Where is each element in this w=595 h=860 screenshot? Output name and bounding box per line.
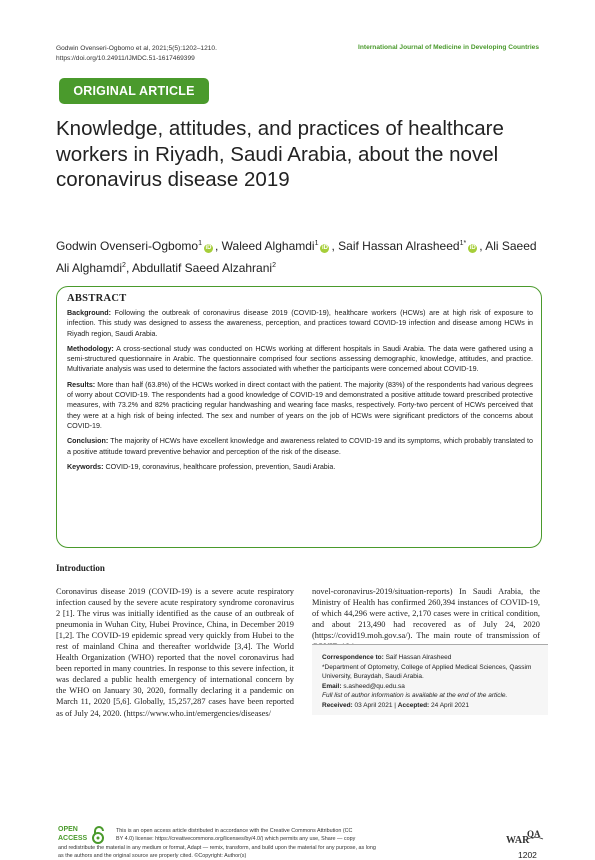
received-label: Received:	[322, 701, 353, 709]
article-type-badge: ORIGINAL ARTICLE	[59, 78, 209, 104]
license-line: BY 4.0) license: https://creativecommons.org/licenses/by/4.0/) which permits any use, Share — copy	[116, 836, 356, 843]
date-separator: |	[392, 701, 398, 709]
abstract-conclusion	[67, 436, 533, 457]
article-title: Knowledge, attitudes, and practices of healthcare workers in Riyadh, Saudi Arabia, about the novel coronavirus disease 2019	[56, 117, 504, 191]
affiliation-marker: 1	[198, 240, 202, 247]
correspondence-box	[312, 644, 548, 715]
section-text: Following the outbreak of coronavirus disease 2019 (COVID-19), healthcare workers (HCWs) are at high risk of exposure to infection. This study was designed to assess the awareness, perception, and practices toward COVID-19 infection and disease among HCWs in Riyadh region, Saudi Arabia.	[67, 309, 533, 338]
section-label: Background:	[67, 309, 112, 317]
abstract-heading: ABSTRACT	[67, 293, 127, 304]
affiliation-marker: 1	[314, 240, 319, 247]
logo-war-text: WAR	[506, 835, 530, 846]
dates-line	[322, 701, 542, 711]
warqa-logo	[506, 826, 544, 848]
section-text: A cross-sectional study was conducted on HCWs working at different hospitals in Saudi Arabia. The data were gathered using a semi-structured questionnaire in Arabic. The questionnaire comprised four sections assessing demographic, knowledge, attitudes, and practice. Multivariate analysis was used to determine the factors associated with whether the participants were concerned about COVID-19.	[67, 344, 533, 374]
author-name: , Waleed Alghamdi	[214, 239, 315, 253]
section-text: The majority of HCWs have excellent knowledge and awareness related to COVID-19 and its symptoms, which probably translated to a positive attitude toward preventive behavior and perception of the risk of the disease.	[67, 437, 533, 456]
email-line	[322, 682, 542, 692]
received-date: 03 April 2021	[352, 701, 393, 709]
section-label: Methodology:	[67, 344, 114, 353]
abstract-results	[67, 380, 533, 431]
journal-name: International Journal of Medicine in Developing Countries	[358, 44, 539, 51]
open-access-line2: ACCESS	[58, 834, 88, 842]
affiliation-marker: 1*	[459, 240, 467, 247]
accepted-date: 24 April 2021	[429, 701, 469, 709]
abstract-methodology	[67, 344, 533, 375]
body-column-right: novel-coronavirus-2019/situation-reports) In Saudi Arabia, the Ministry of Health has confirmed 260,394 instances of COVID-19, of which 44,296 were active, 2,170 cases were in critical condition, and about 213,490 had recovered as of July 24, 2020 (https://covid19.moh.gov.sa/). The main route of transmission of	[312, 587, 540, 641]
open-access-line1: OPEN	[58, 826, 78, 833]
section-label: Keywords:	[67, 462, 104, 471]
running-header-citation	[56, 44, 217, 64]
license-line: This is an open access article distributed in accordance with the Creative Commons Attribution (CC	[116, 828, 353, 834]
license-line: as the authors and the original source are properly cited. ©Copyright: Author(s)	[58, 852, 247, 859]
citation-text: Godwin Ovenseri-Ogbomo et al, 2021;5(5):1202–1210.	[56, 45, 217, 52]
body-column-left: Coronavirus disease 2019 (COVID-19) is a severe acute respiratory infection caused by the severe acute respiratory syndrome coronavirus 2 [1]. The virus was initially identified as the cause of an outbreak of pneumonia in Wuhan City, Hubei Province, China, in December 2019 [1,2]. The COVID-19 epidemic spread very quickly from Hubei to the rest of mainland China and thereafter worldwide [3,4]. The World Health Organization (WHO) reported that the novel coronavirus had been reported in many countries. In response to this severe infection, it was declared a public health emergency of international concern by the WHO on January 30, 2020, formally declaring it a pandemic on March 11, 2020 [5,6]. Globally, 15,257,287 cases have been reported as of July 24, 2020. (https://www.who.int/emergencies/diseases/	[56, 587, 294, 718]
section-text: More than half (63.8%) of the HCWs worked in direct contact with the patient. The majority (83%) of the respondents had various degrees of worry about COVID-19. The respondents had a good knowledge of COVID-19 and demonstrated a positive attitude toward prescribed protective measures, with 73.2% and 82% practicing regular handwashing and wearing face masks, respectively. Forty-two percent of HCWs perceived that they were at a high risk of being infected. The sex and number of years on the job of HCWs were significant predictors of the concerns about COVID-19.	[67, 380, 533, 430]
section-text: COVID-19, coronavirus, healthcare profession, prevention, Saudi Arabia.	[103, 462, 336, 471]
introduction-heading: Introduction	[56, 563, 105, 573]
note-text: Full list of author information is available at the end of the article.	[322, 692, 508, 700]
affiliation-marker: 2	[122, 262, 126, 269]
license-line: and redistribute the material in any medium or format, Adapt — remix, transform, and build upon the material for any purpose, as long	[58, 844, 376, 851]
author-name: , Abdullatif Saeed Alzahrani	[125, 261, 273, 275]
correspondence-department: *Department of Optometry, College of Applied Medical Sciences, Qassim University, Buraydah, Saudi Arabia.	[322, 663, 532, 681]
orcid-icon[interactable]: iD	[205, 245, 212, 251]
correspondence-label: Correspondence to:	[322, 654, 384, 661]
license-statement	[58, 827, 478, 860]
page-number: 1202	[518, 850, 537, 860]
author-name: , Saif Hassan Alrasheed	[331, 239, 460, 253]
correspondence-name: Saif Hassan Alrasheed	[383, 654, 452, 661]
section-label: Results:	[67, 380, 96, 389]
email-link[interactable]: s.asheed@qu.edu.sa	[341, 682, 405, 690]
doi-link[interactable]: https://doi.org/10.24911/IJMDC.51-1617469399	[56, 55, 195, 62]
orcid-icon[interactable]: iD	[469, 245, 476, 251]
abstract-background	[67, 308, 533, 339]
accepted-label: Accepted:	[397, 701, 430, 709]
email-label: Email:	[322, 682, 342, 690]
author-list	[56, 234, 546, 278]
abstract-keywords	[67, 462, 533, 472]
author-name: , Ali Saeed Ali Alghamdi	[56, 239, 537, 275]
correspondence-line	[322, 653, 542, 663]
section-label: Conclusion:	[67, 437, 109, 446]
author-info-note	[322, 691, 542, 701]
affiliation-marker: 2	[272, 262, 276, 269]
orcid-icon[interactable]: iD	[321, 245, 328, 251]
abstract-box	[56, 286, 542, 548]
author-name: Godwin Ovenseri-Ogbomo	[56, 239, 199, 253]
logo-qa-text: QA	[527, 829, 541, 839]
